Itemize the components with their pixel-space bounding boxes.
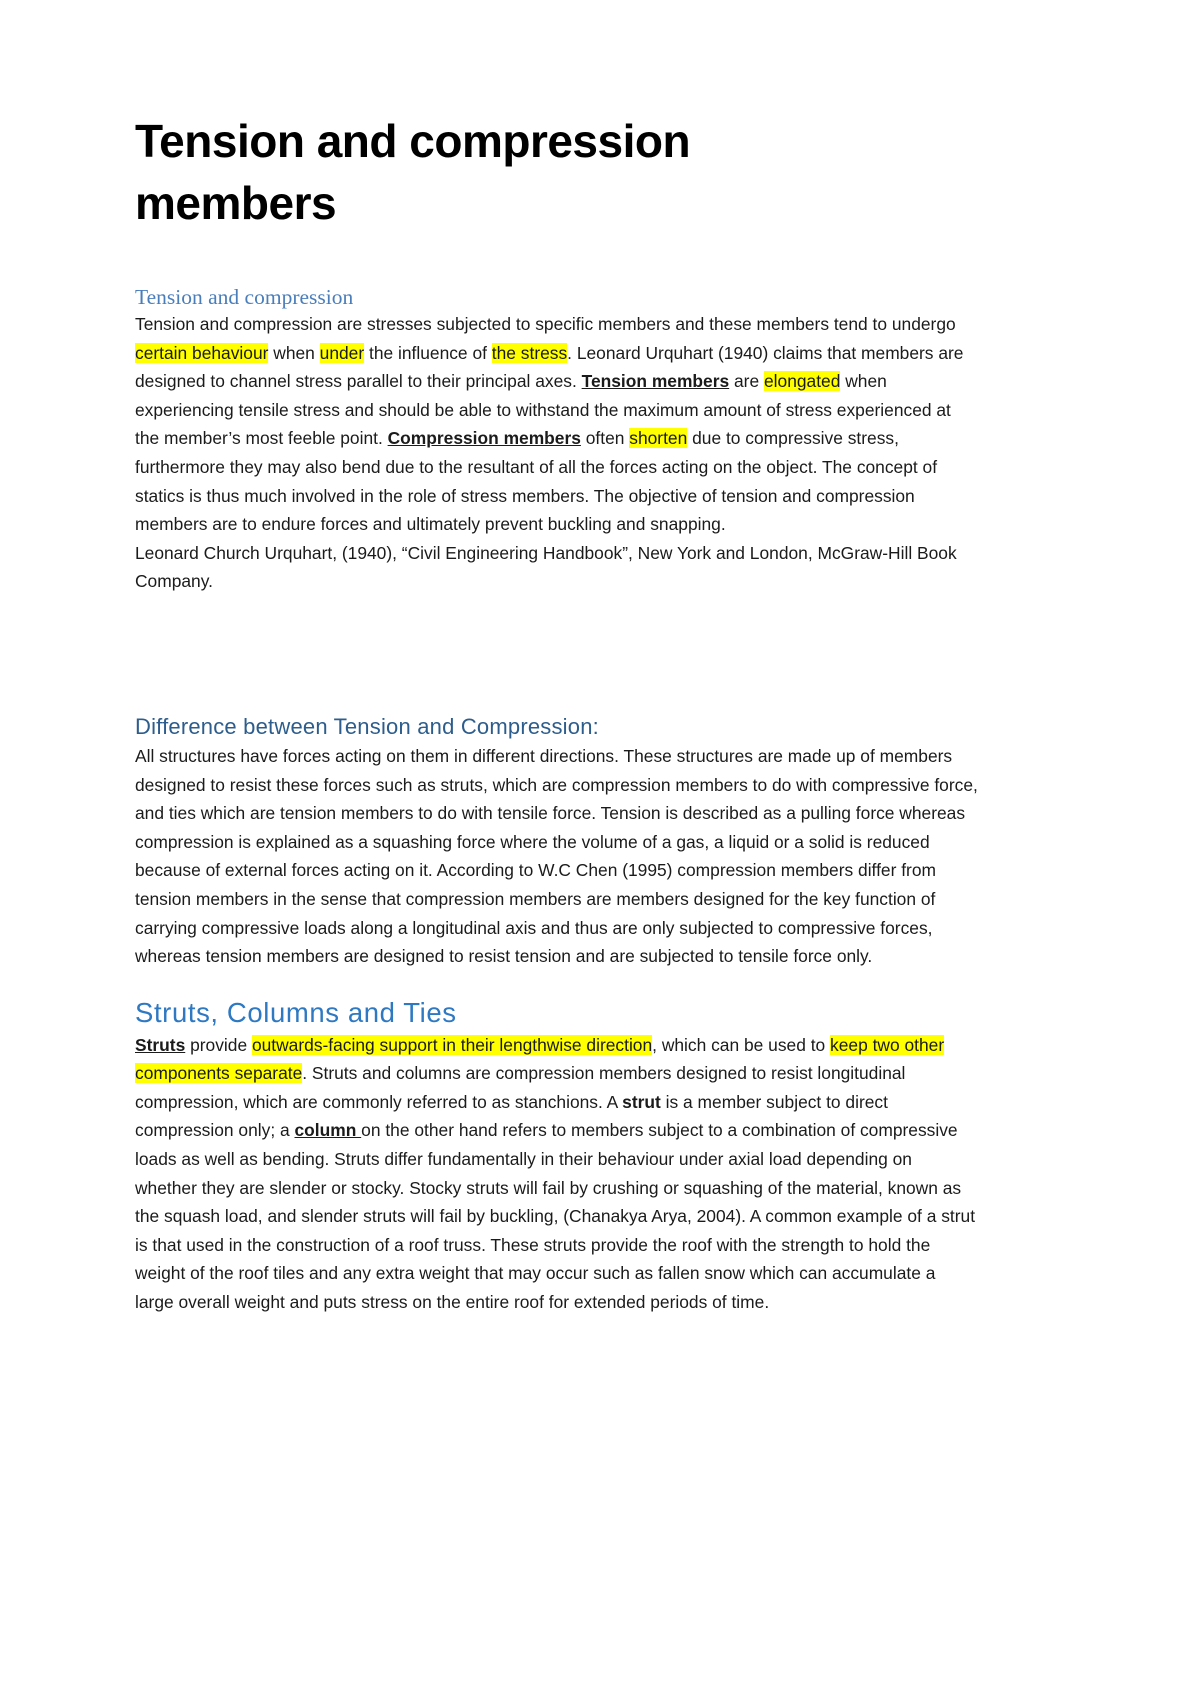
text-run: is a member subject to direct compression only; a [135, 1091, 888, 1141]
difference-paragraph [135, 742, 978, 971]
emphasized-text: Tension members [581, 371, 730, 392]
section-heading-difference: Difference between Tension and Compression: [135, 713, 599, 739]
emphasized-text: column [294, 1120, 362, 1141]
emphasized-text: strut [622, 1091, 661, 1112]
highlighted-text: under [319, 342, 365, 363]
text-run: All structures have forces acting on them in different directions. These structures are made up of members designed to resist these forces such as struts, which are compression members to do with compressive force, and ties which are tension members to do with tensile force. Tension is described as a pulling force whereas compression is explained as a squashing force where the volume of a gas, a liquid or a solid is reduced because of external forces acting on it. According to W.C Chen (1995) compression members differ from tension members in the sense that compression members are members designed for the key function of carrying compressive loads along a longitudinal axis and thus are only subjected to compressive forces, whereas tension members are designed to resist tension and are subjected to tensile force only. [135, 745, 978, 967]
document-title [135, 110, 978, 234]
text-run: provide [185, 1034, 252, 1055]
text-run: Tension and compression are stresses subjected to specific members and these members tend to undergo [135, 314, 956, 334]
intro-paragraph [135, 310, 978, 539]
subtitle-heading: Tension and compression [135, 285, 354, 309]
text-run: the influence of [364, 342, 492, 363]
highlighted-text: outwards-facing support in their lengthwise direction [251, 1034, 653, 1055]
text-run: when [268, 342, 320, 363]
document-title-line-2: members [135, 177, 337, 229]
struts-paragraph [135, 1031, 978, 1317]
text-run: . Struts and columns are compression members designed to resist longitudinal compression, which are commonly referred to as stanchions. A [135, 1063, 906, 1112]
text-run: often [580, 428, 630, 449]
highlighted-text: keep two other components separate [135, 1034, 945, 1084]
highlighted-text: certain behaviour [135, 342, 269, 363]
text-run: on the other hand refers to members subject to a combination of compressive loads as well as bending. Struts differ fundamentally in their behaviour under axial load depending on whether they are slender or stocky. Stocky struts will fail by crushing or squashing of the material, known as the squash load, and slender struts will fail by buckling, (Chanakya Arya, 2004). A common example of a strut is that used in the construction of a roof truss. These struts provide the roof with the strength to hold the weight of the roof tiles and any extra weight that may occur such as fallen snow which can accumulate a large overall weight and puts stress on the entire roof for extended periods of time. [135, 1120, 976, 1313]
highlighted-text: elongated [763, 371, 841, 392]
citation-paragraph [135, 539, 978, 596]
emphasized-text: Struts [135, 1034, 186, 1055]
section-heading-struts: Struts, Columns and Ties [135, 996, 457, 1028]
highlighted-text: shorten [629, 428, 688, 449]
document-title-line-1: Tension and compression [135, 115, 691, 167]
emphasized-text: Compression members [387, 428, 581, 449]
text-run: are [729, 371, 764, 392]
text-run: when experiencing tensile stress and should be able to withstand the maximum amount of stress experienced at the member’s most feeble point. [135, 371, 951, 449]
text-run: . Leonard Urquhart (1940) claims that members are designed to channel stress parallel to their principal axes. [135, 342, 964, 392]
text-run: , which can be used to [652, 1034, 831, 1055]
text-run: Leonard Church Urquhart, (1940), “Civil Engineering Handbook”, New York and London, McGraw-Hill Book Company. [135, 542, 957, 592]
text-run: due to compressive stress, furthermore they may also bend due to the resultant of all the forces acting on the object. The concept of statics is thus much involved in the role of stress members. The objective of tension and compression members are to endure forces and ultimately prevent buckling and snapping. [135, 428, 938, 535]
highlighted-text: the stress [491, 342, 568, 363]
